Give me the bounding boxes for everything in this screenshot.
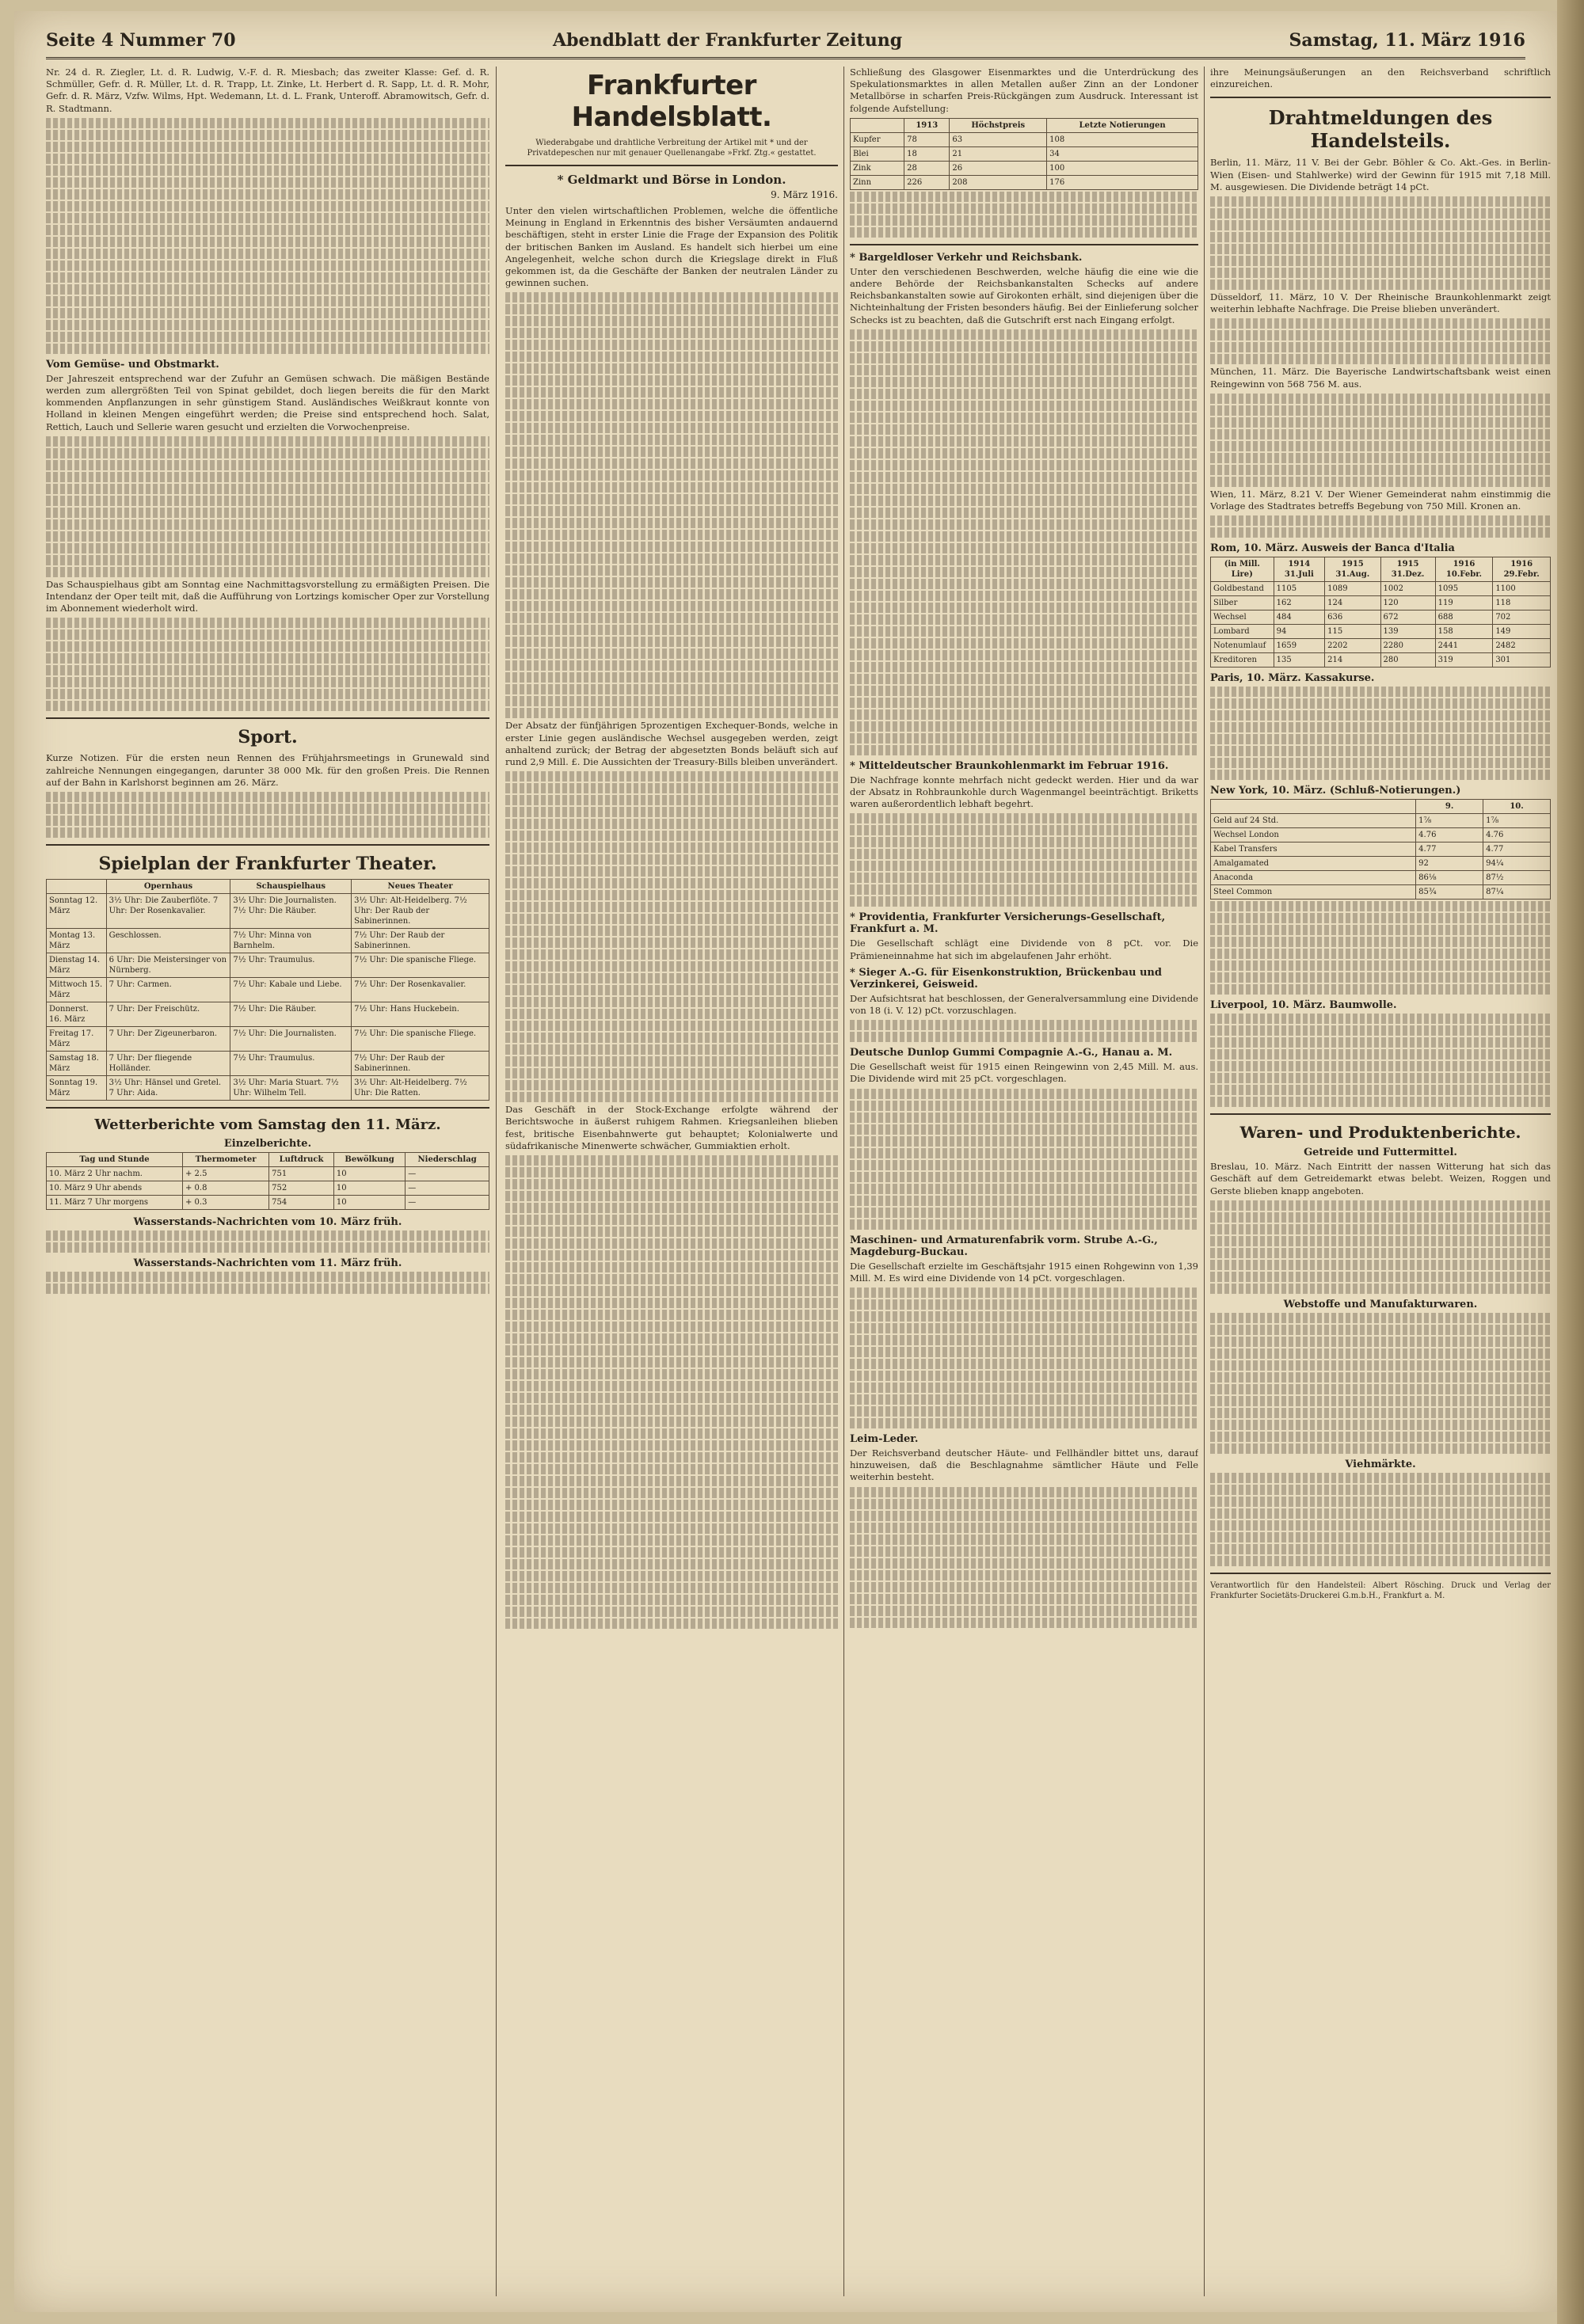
theater-schedule-heading: Spielplan der Frankfurter Theater.: [98, 854, 437, 875]
sport-article: Kurze Notizen. Für die ersten neun Rennen des Frühjahrsmeetings in Grunewald sind zahlreiche Nennungen eingegangen, darunter 38 000 Mk. für den großen Preis. Die Rennen auf der Bahn in Karlshorst beginnen am 26. März.: [46, 752, 489, 788]
table-row: Wechsel London 4.76 4.76: [1211, 828, 1551, 842]
article-paragraph: Der Absatz der fünfjährigen 5prozentigen Exchequer-Bonds, welche in erster Linie gegen ausländische Wechsel ausgegeben werden, zeigt anhaltend zurück; der Betrag der abgesetzten Bonds beläuft sich auf rund 2,9 Mill. £. Die Aussichten der Treasury-Bills bleiben unverändert.: [505, 720, 838, 768]
article-heading: * Sieger A.-G. für Eisenkonstruktion, Brückenbau und Verzinkerei, Geisweid.: [850, 966, 1162, 991]
article-paragraph: Unter den vielen wirtschaftlichen Problemen, welche die öffentliche Meinung in England in Erkenntnis des bisher Versäumten andauernd beschäftigen, steht in erster Linie die Frage der Expansion des Politik der britischen Banken im Ausland. Es handelt sich hierbei um eine Angelegenheit, welche schon durch die Kriegslage direkt in Fluß gekommen ist, da die Geschäfte der Banken der neutralen Länder zu gewinnen suchen.: [505, 205, 838, 289]
article-paragraph: ihre Meinungsäußerungen an den Reichsverband schriftlich einzureichen.: [1210, 67, 1551, 90]
table-row: Kreditoren 135 214 280 319 301: [1211, 653, 1551, 668]
column-business-news: [850, 67, 1198, 2296]
column-wire-reports: [1210, 67, 1551, 2296]
honors-list: Nr. 24 d. R. Ziegler, Lt. d. R. Ludwig, V.-F. d. R. Miesbach; das zweiter Klasse: Gef. d. R. Schmüller, Gefr. d. R. Müller, Lt. d. R. Trapp, Lt. Zinke, Lt. Herbert d. R. Sapp, Lt. d. R. Mohr, Gefr. d. R. März, Vzfw. Wilms, Hpt. Wedemann, Lt. d. L. Frank, Unteroff. Abramowitsch, Gefr. d. R. Stadtmann.: [46, 67, 489, 114]
table-header: Opernhaus: [106, 880, 230, 894]
handelsblatt-title: Frankfurter Handelsblatt.: [571, 70, 772, 133]
table-row: Montag 13. März Geschlossen. 7½ Uhr: Minna von Barnhelm. 7½ Uhr: Der Raub der Sabinerinnen.: [47, 929, 489, 953]
column-rule: [843, 67, 844, 2296]
table-row: 11. März 7 Uhr morgens + 0.3 754 10 —: [47, 1196, 489, 1210]
wire-report: München, 11. März. Die Bayerische Landwirtschaftsbank weist einen Reingewinn von 568 756 M. aus.: [1210, 366, 1551, 390]
article-paragraph: Die Gesellschaft weist für 1915 einen Reingewinn von 2,45 Mill. M. aus. Die Dividende wird mit 25 pCt. vorgeschlagen.: [850, 1061, 1198, 1085]
table-row: Kupfer 78 63 108: [851, 132, 1198, 146]
book-binding: [1557, 0, 1584, 2324]
paris-heading: Paris, 10. März. Kassakurse.: [1210, 672, 1375, 685]
table-row: Steel Common 85¾ 87¼: [1211, 885, 1551, 900]
article-heading: Deutsche Dunlop Gummi Compagnie A.-G., Hanau a. M.: [850, 1047, 1173, 1059]
article-heading: * Bargeldloser Verkehr und Reichsbank.: [850, 251, 1083, 264]
table-row: Samstag 18. März 7 Uhr: Der fliegende Holländer. 7½ Uhr: Traumulus. 7½ Uhr: Der Raub der Sabinerinnen.: [47, 1052, 489, 1076]
table-row: Kabel Transfers 4.77 4.77: [1211, 842, 1551, 857]
london-heading: * Geldmarkt und Börse in London.: [557, 173, 786, 187]
article-heading: Leim-Leder.: [850, 1433, 919, 1446]
weather-subheading: Einzelberichte.: [223, 1138, 312, 1151]
issue-date: Samstag, 11. März 1916: [1289, 30, 1525, 51]
table-row: Anaconda 86⅛ 87½: [1211, 871, 1551, 885]
column-rule: [496, 67, 497, 2296]
article-paragraph: Breslau, 10. März. Nach Eintritt der nassen Witterung hat sich das Geschäft auf dem Getreidemarkt etwas belebt. Weizen, Roggen und Gerste blieben knapp angeboten.: [1210, 1161, 1551, 1196]
article-heading: Maschinen- und Armaturenfabrik vorm. Strube A.-G., Magdeburg-Buckau.: [850, 1234, 1158, 1258]
markets-article: Der Jahreszeit entsprechend war der Zufuhr an Gemüsen schwach. Die mäßigen Bestände werden zum allergrößten Teil von Spinat gebildet, doch liegen bereits die für den Markt kommenden Anpflanzungen in sehr günstigem Stand. Ausländisches Weißkraut konnte von Holland in kleinen Mengen eingeführt werden; die Preise sind entsprechend hoch. Salat, Rettich, Lauch und Sellerie waren gesucht und erzielten die Vorwochenpreise.: [46, 372, 489, 432]
wire-reports-heading: Drahtmeldungen des Handelsteils.: [1268, 106, 1493, 153]
dateline: 9. März 1916.: [771, 189, 838, 200]
article-paragraph: Der Reichsverband deutscher Häute- und Fellhändler bittet uns, darauf hinzuweisen, daß die Beschlagnahme sämtlicher Häute und Felle weiterhin besteht.: [850, 1447, 1198, 1483]
sport-heading: Sport.: [238, 727, 298, 748]
table-header: [47, 880, 107, 894]
copyright-note: Wiederabgabe und drahtliche Verbreitung der Artikel mit * und der Privatdepeschen nur mit genauer Quellenangabe »Frkf. Ztg.« gestattet.: [527, 139, 817, 158]
table-row: Zink 28 26 100: [851, 161, 1198, 175]
table-row: Blei 18 21 34: [851, 146, 1198, 161]
imprint: Verantwortlich für den Handelsteil: Albert Rösching. Druck und Verlag der Frankfurter Societäts-Druckerei G.m.b.H., Frankfurt a. M.: [1210, 1580, 1551, 1600]
article-heading: * Mitteldeutscher Braunkohlenmarkt im Februar 1916.: [850, 759, 1169, 772]
table-row: Donnerst. 16. März 7 Uhr: Der Freischütz. 7½ Uhr: Die Räuber. 7½ Uhr: Hans Huckebein.: [47, 1002, 489, 1027]
table-row: Goldbestand 1105 1089 1002 1095 1100: [1211, 582, 1551, 596]
table-row: Freitag 17. März 7 Uhr: Der Zigeunerbaron. 7½ Uhr: Die Journalisten. 7½ Uhr: Die spanische Fliege.: [47, 1027, 489, 1052]
table-row: Mittwoch 15. März 7 Uhr: Carmen. 7½ Uhr: Kabale und Liebe. 7½ Uhr: Der Rosenkavalier.: [47, 978, 489, 1002]
article-paragraph: Die Nachfrage konnte mehrfach nicht gedeckt werden. Hier und da war der Absatz in Rohbraunkohle durch Wagenmangel beeinträchtigt. Briketts waren außerordentlich lebhaft begehrt.: [850, 774, 1198, 810]
bank-report-heading: Rom, 10. März. Ausweis der Banca d'Italia: [1210, 542, 1455, 555]
metal-prices-table: 1913 Höchstpreis Letzte Notierungen Kupfer 78 63 108 Blei 18 21 34 Zink 28 26 100 Zinn 226 208 176: [850, 118, 1198, 190]
table-header: Neues Theater: [352, 880, 489, 894]
commodities-heading: Waren- und Produktenberichte.: [1239, 1123, 1521, 1143]
article-paragraph: Schließung des Glasgower Eisenmarktes und die Unterdrückung des Spekulationsmarktes in allen Metallen außer Zinn an der Londoner Metallbörse in scharfen Preis-Rückgängen zum Ausdruck. Interessant ist folgende Aufstellung:: [850, 67, 1198, 114]
table-row: Sonntag 12. März 3½ Uhr: Die Zauberflöte. 7 Uhr: Der Rosenkavalier. 3½ Uhr: Die Journalisten. 7½ Uhr: Die Räuber. 3½ Uhr: Alt-Heidelberg. 7½ Uhr: Der Raub der Sabinerinnen.: [47, 894, 489, 929]
markets-heading: Vom Gemüse- und Obstmarkt.: [46, 358, 219, 371]
table-row: Zinn 226 208 176: [851, 175, 1198, 189]
wire-report: Düsseldorf, 11. März, 10 V. Der Rheinische Braunkohlenmarkt zeigt weiterhin lebhafte Nachfrage. Die Preise blieben unverändert.: [1210, 291, 1551, 315]
liverpool-heading: Liverpool, 10. März. Baumwolle.: [1210, 999, 1397, 1012]
column-handelsblatt: [505, 67, 838, 2296]
column-local-news: [46, 67, 489, 2296]
table-row: Notenumlauf 1659 2202 2280 2441 2482: [1211, 639, 1551, 653]
bank-statement-table: (in Mill. Lire) 1914 31.Juli 1915 31.Aug. 1915 31.Dez. 1916 10.Febr. 1916 29.Febr. Goldbestand 1105 1089 1002 1095 1100 Silber 162 124 120 119 118 Wechsel 484 636 672 688 702 Lombard 94 115 139 158 149 Notenumlauf 1659 2202 2280 2441 2482 Kreditoren 135 214 280 319 301: [1210, 557, 1551, 668]
article-paragraph: Der Aufsichtsrat hat beschlossen, der Generalversammlung eine Dividende von 18 (i. V. 12) pCt. vorzuschlagen.: [850, 992, 1198, 1017]
weather-table: Tag und Stunde Thermometer Luftdruck Bewölkung Niederschlag 10. März 2 Uhr nachm. + 2.5 751 10 — 10. März 9 Uhr abends + 0.8 752 10 — 11. März 7 Uhr morgens + 0.3 754 10 —: [46, 1152, 489, 1210]
table-row: 10. März 9 Uhr abends + 0.8 752 10 —: [47, 1181, 489, 1196]
table-row: Amalgamated 92 94¼: [1211, 857, 1551, 871]
wire-report: Berlin, 11. März, 11 V. Bei der Gebr. Böhler & Co. Akt.-Ges. in Berlin-Wien (Eisen- und Stahlwerke) wird der Gewinn für 1915 mit 7,18 Mill. M. ausgewiesen. Die Dividende beträgt 14 pCt.: [1210, 157, 1551, 192]
article-paragraph: Die Gesellschaft erzielte im Geschäftsjahr 1915 einen Rohgewinn von 1,39 Mill. M. Es wird eine Dividende von 14 pCt. vorgeschlagen.: [850, 1260, 1198, 1284]
table-header: Schauspielhaus: [230, 880, 352, 894]
table-row: Geld auf 24 Std. 1⅞ 1⅞: [1211, 814, 1551, 828]
table-row: Sonntag 19. März 3½ Uhr: Hänsel und Gretel. 7 Uhr: Aida. 3½ Uhr: Maria Stuart. 7½ Uhr: Wilhelm Tell. 3½ Uhr: Alt-Heidelberg. 7½ Uhr: Die Ratten.: [47, 1076, 489, 1101]
table-row: 10. März 2 Uhr nachm. + 2.5 751 10 —: [47, 1167, 489, 1181]
table-row: Wechsel 484 636 672 688 702: [1211, 610, 1551, 625]
article-paragraph: Unter den verschiedenen Beschwerden, welche häufig die eine wie die andere Behörde der Reichsbankanstalten Schecks auf andere Reichsbankanstalten sowie auf Girokonten erhält, sind diejenigen über die Nichteinhaltung der Fristen besonders häufig. Bei der Einlieferung solcher Schecks ist zu beachten, daß die Gutschrift erst nach Eingang erfolgt.: [850, 265, 1198, 325]
masthead: Abendblatt der Frankfurter Zeitung: [553, 30, 903, 51]
textiles-subheading: Webstoffe und Manufakturwaren.: [1283, 1298, 1478, 1310]
table-row: Lombard 94 115 139 158 149: [1211, 625, 1551, 639]
water-levels-heading-2: Wasserstands-Nachrichten vom 11. März früh.: [133, 1257, 402, 1270]
commodities-subheading: Getreide und Futtermittel.: [1304, 1147, 1457, 1159]
table-row: Silber 162 124 120 119 118: [1211, 596, 1551, 610]
theater-note: Das Schauspielhaus gibt am Sonntag eine Nachmittagsvorstellung zu ermäßigten Preisen. Die Intendanz der Oper teilt mit, daß die Aufführung von Lortzings komischer Oper zur Vorstellung im Abonnement wiederholt wird.: [46, 578, 489, 614]
newspaper-page: [14, 11, 1557, 2312]
article-paragraph: Die Gesellschaft schlägt eine Dividende von 8 pCt. vor. Die Prämieneinnahme hat sich im abgelaufenen Jahr erhöht.: [850, 938, 1198, 961]
page-header: [46, 22, 1525, 59]
weather-heading: Wetterberichte vom Samstag den 11. März.: [94, 1116, 441, 1134]
article-heading: * Providentia, Frankfurter Versicherungs-Gesellschaft, Frankfurt a. M.: [850, 911, 1166, 936]
theater-schedule-table: [46, 879, 489, 1101]
livestock-subheading: Viehmärkte.: [1345, 1458, 1416, 1470]
wire-report: Wien, 11. März, 8.21 V. Der Wiener Gemeinderat nahm einstimmig die Vorlage des Stadtrates betreffs Begebung von 750 Mill. Kronen an.: [1210, 488, 1551, 512]
newyork-quotes-table: 9. 10. Geld auf 24 Std. 1⅞ 1⅞ Wechsel London 4.76 4.76 Kabel Transfers 4.77 4.77 Amalgamated 92 94¼ Anaconda 86⅛ 87½ Steel Common 85¾ 87¼: [1210, 799, 1551, 900]
table-row: Dienstag 14. März 6 Uhr: Die Meistersinger von Nürnberg. 7½ Uhr: Traumulus. 7½ Uhr: Die spanische Fliege.: [47, 953, 489, 978]
water-levels-heading: Wasserstands-Nachrichten vom 10. März früh.: [133, 1216, 402, 1229]
article-paragraph: Das Geschäft in der Stock-Exchange erfolgte während der Berichtswoche in äußerst ruhigem Rahmen. Kriegsanleihen blieben fest, britische Eisenbahnwerte gut behauptet; Kolonialwerte und südafrikanische Minenwerte schwächer, Gummiaktien erholt.: [505, 1104, 838, 1151]
column-rule: [1204, 67, 1205, 2296]
page-number: Seite 4 Nummer 70: [46, 30, 236, 51]
newyork-heading: New York, 10. März. (Schluß-Notierungen.): [1210, 785, 1461, 797]
